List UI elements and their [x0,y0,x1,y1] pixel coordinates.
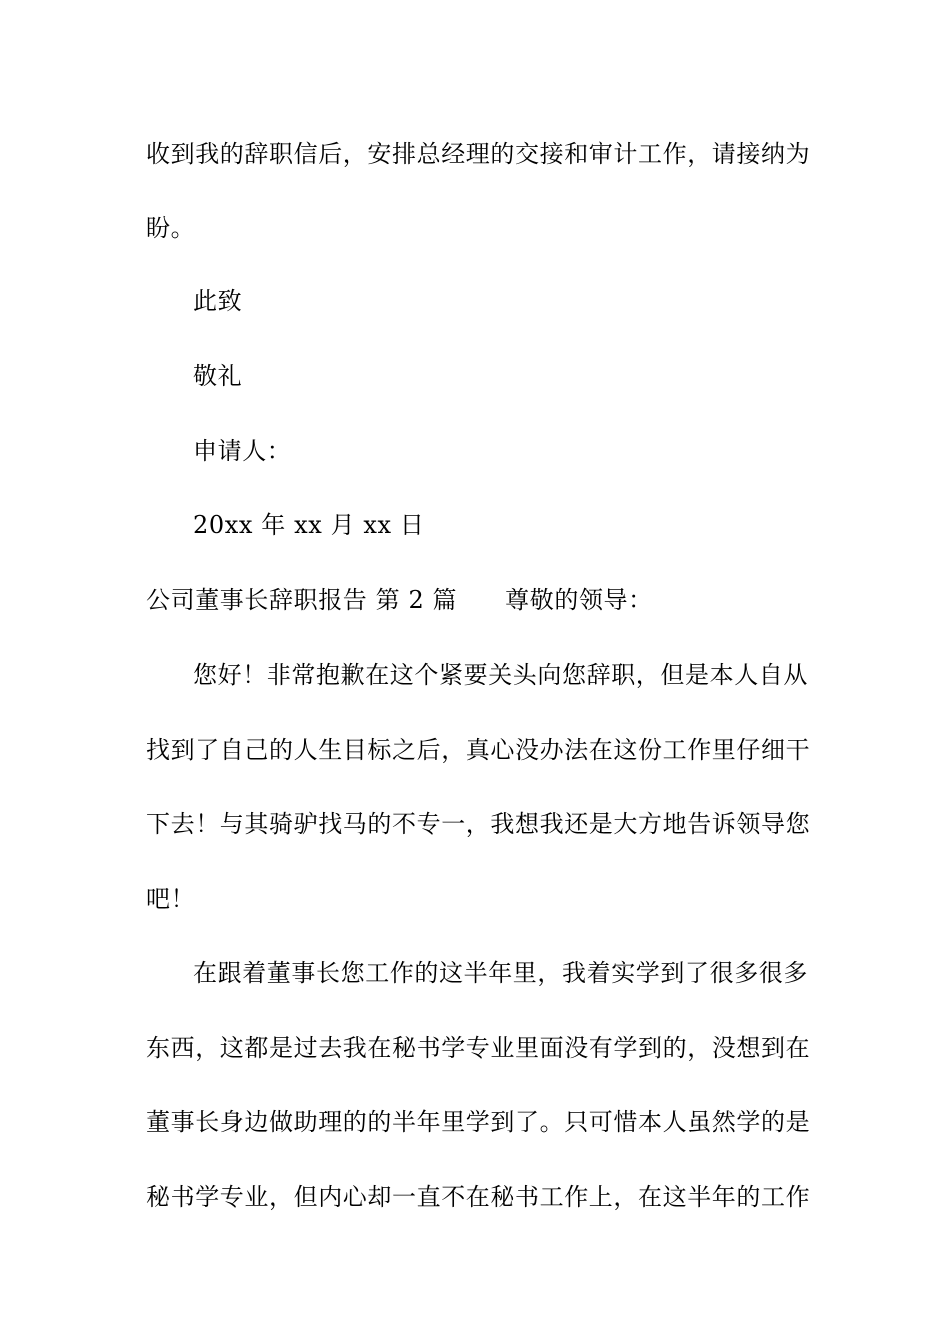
paragraph-line: 吧！ [146,885,196,913]
paragraph-line: 董事长身边做助理的的半年里学到了。只可惜本人虽然学的是 [146,1108,811,1136]
section-title: 公司董事长辞职报告 第 2 篇 [146,586,458,614]
paragraph-line: 收到我的辞职信后，安排总经理的交接和审计工作，请接纳为 [146,140,811,168]
paragraph-line: 下去！与其骑驴找马的不专一，我想我还是大方地告诉领导您 [146,810,811,838]
paragraph-line: 您好！非常抱歉在这个紧要关头向您辞职，但是本人自从 [193,661,808,689]
closing-salutation: 此致 [193,287,243,315]
paragraph-line: 在跟着董事长您工作的这半年里，我着实学到了很多很多 [193,959,808,987]
letter-salutation: 尊敬的领导： [505,586,653,614]
paragraph-line: 东西，这都是过去我在秘书学专业里面没有学到的，没想到在 [146,1034,811,1062]
closing-regards: 敬礼 [193,362,243,390]
paragraph-line: 秘书学专业，但内心却一直不在秘书工作上，在这半年的工作 [146,1183,811,1211]
applicant-label: 申请人： [193,437,292,465]
section-heading [146,584,653,616]
paragraph-line: 盼。 [146,214,196,242]
paragraph-line: 找到了自己的人生目标之后，真心没办法在这份工作里仔细干 [146,736,811,764]
letter-date: 20xx 年 xx 月 xx 日 [193,511,425,539]
